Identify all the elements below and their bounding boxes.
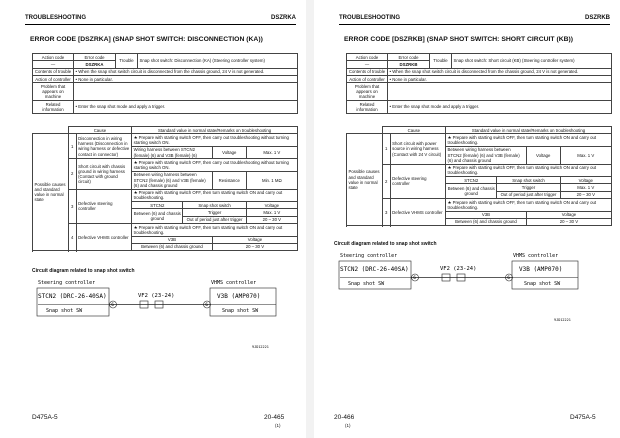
problem-text — [74, 83, 298, 101]
cause-name: Defective VHMS controller — [76, 224, 132, 251]
contents-text: • When the snap shot switch circuit is disconnected from the chassis ground, 24 V is not generated. — [74, 68, 298, 75]
header-code: DSZRKB — [585, 15, 610, 21]
steering-label: Steering controller — [340, 253, 398, 259]
error-info-table — [346, 53, 612, 114]
right-page — [314, 0, 620, 438]
related-text: • Enter the snap shot mode and apply a trigger. — [388, 101, 612, 114]
side-label: Possible causes and standard value in normal state — [347, 134, 383, 226]
cause-number: 1 — [382, 134, 390, 164]
circuit-diagram — [332, 252, 587, 327]
trouble-text: Snap shot switch: Disconnection (KA) (Steering controller system) — [138, 54, 298, 69]
related-label: Related information — [33, 101, 74, 114]
check-value: Max. 1 V — [560, 146, 611, 164]
check-value: 20 – 30 V — [560, 191, 611, 198]
check-condition: Trigger — [497, 184, 560, 191]
page-header — [339, 15, 610, 25]
switch-label: Snap shot SW — [524, 281, 561, 287]
page-title: ERROR CODE [DSZRKA] (SNAP SHOT SWITCH: DISCONNECTION (KA)) — [30, 36, 263, 43]
switch-label: Snap shot SW — [46, 308, 83, 314]
cause-note: ★ Prepare with starting switch OFF, then carry out troubleshooting without turning starting switch ON. — [132, 134, 298, 147]
check-mode: Resistance — [212, 171, 246, 189]
vf2-label: VF2 (23-24) — [440, 266, 477, 272]
check-value: 20 – 30 V — [246, 216, 297, 223]
col-header: Voltage — [560, 177, 611, 184]
col-header: Voltage — [212, 236, 297, 243]
header-code: DSZRKA — [271, 15, 296, 21]
cause-note: ★ Prepare with starting switch OFF, then turn starting switch ON and carry out troubleshooting. — [446, 134, 612, 147]
book-spine — [306, 0, 314, 438]
action-text: • None in particular. — [74, 76, 298, 83]
col-header: STCN2 — [132, 202, 183, 209]
vhms-label: VHMS controller — [211, 280, 257, 286]
vf2-label: VF2 (23-24) — [138, 293, 175, 299]
v3b-label: V3B (AMP070) — [217, 293, 261, 300]
cause-note: ★ Prepare with starting switch OFF, then turn starting switch ON and carry out troubleshooting. — [446, 164, 612, 177]
footer-sub: (1) — [345, 423, 351, 428]
check-mode: Voltage — [212, 146, 246, 159]
check-description: Wiring harness between STCN2 (female) (6) and V3B (female) (6) — [132, 146, 213, 159]
cause-note: ★ Prepare with starting switch OFF, then turn starting switch ON and carry out troubleshooting. — [132, 189, 298, 202]
cause-number: 3 — [68, 189, 76, 224]
pin-number: 6 — [205, 303, 208, 309]
check-condition: Out of period just after trigger — [497, 191, 560, 198]
footer-sub: (1) — [275, 423, 281, 428]
action-label: Action of controller — [33, 76, 74, 83]
cause-note: ★ Prepare with starting switch OFF, then turn starting switch ON and carry out troubleshooting. — [446, 199, 612, 212]
check-mode: Voltage — [526, 146, 560, 164]
check-value: Min. 1 MΩ — [246, 171, 297, 189]
left-page — [0, 0, 306, 438]
footer-page: 20-465 — [264, 414, 285, 421]
footer-model: D475A-5 — [570, 414, 596, 421]
error-code-value: DSZRKB — [388, 61, 430, 68]
causes-table — [32, 126, 298, 251]
problem-label: Problem that appears on machine — [33, 83, 74, 101]
std-header: Standard value in normal state/Remarks on troubleshooting — [446, 127, 612, 134]
check-condition: Out of period just after trigger — [183, 216, 246, 223]
causes-table — [346, 126, 612, 226]
contents-label: Contents of trouble — [33, 68, 74, 75]
stcn2-label: STCN2 (DRC-26-40SA) — [38, 293, 107, 300]
check-description: Between (6) and chassis ground — [446, 218, 527, 225]
cause-number: 2 — [68, 159, 76, 189]
v3b-label: V3B (AMP070) — [519, 266, 563, 273]
check-value: Max. 1 V — [560, 184, 611, 191]
page-title: ERROR CODE [DSZRKB] (SNAP SHOT SWITCH: SHORT CIRCUIT (KB)) — [344, 36, 574, 43]
action-text: • None in particular. — [388, 76, 612, 83]
switch-label: Snap shot SW — [348, 281, 385, 287]
problem-text — [388, 83, 612, 101]
header-section: TROUBLESHOOTING — [339, 15, 400, 21]
check-description: Between wiring harness between STCN2 (female) (6) and V3B (female) (6) and chassis ground — [132, 171, 213, 189]
figure-ref: 9JD12221 — [554, 318, 571, 322]
check-description: Between (6) and chassis ground — [132, 209, 183, 224]
pin-number: 6 — [507, 276, 510, 282]
col-header: STCN2 — [446, 177, 497, 184]
cause-number: 4 — [68, 224, 76, 251]
pin-number: 6 — [111, 303, 114, 309]
col-header: Voltage — [246, 202, 297, 209]
page-header — [25, 15, 296, 25]
error-code-value: DSZRKA — [74, 61, 116, 68]
col-header: Snap shot switch — [183, 202, 246, 209]
circuit-title: Circuit diagram related to snap shot switch — [32, 268, 135, 274]
pin-number: 6 — [413, 276, 416, 282]
error-info-table — [32, 53, 298, 114]
action-label: Action of controller — [347, 76, 388, 83]
related-text: • Enter the snap shot mode and apply a trigger. — [74, 101, 298, 114]
contents-text: • When the snap shot switch circuit is disconnected from the chassis ground, 24 V is not generated. — [388, 68, 612, 75]
col-header: V3B — [446, 211, 527, 218]
check-condition: Trigger — [183, 209, 246, 216]
figure-ref: 9JD12221 — [252, 345, 269, 349]
footer-page: 20-466 — [334, 414, 355, 421]
cause-name: Defective steering controller — [390, 164, 445, 199]
check-description: Between (6) and chassis ground — [446, 184, 497, 199]
cause-note: ★ Prepare with starting switch OFF, then carry out troubleshooting without turning starting switch ON. — [132, 159, 298, 172]
circuit-title: Circuit diagram related to snap shot switch — [334, 241, 437, 247]
cause-note: ★ Prepare with starting switch OFF, then turn starting switch ON and carry out troubleshooting. — [132, 224, 298, 237]
circuit-diagram — [30, 279, 285, 354]
check-value: 20 – 30 V — [526, 218, 611, 225]
cause-number: 2 — [382, 164, 390, 199]
trouble-text: Snap shot switch: Short circuit (KB) (Steering controller system) — [452, 54, 612, 69]
cause-number: 3 — [382, 199, 390, 226]
footer-model: D475A-5 — [32, 414, 58, 421]
steering-label: Steering controller — [38, 280, 96, 286]
error-code-label: Error code — [388, 54, 430, 61]
cause-name: Defective steering controller — [76, 189, 132, 224]
vhms-label: VHMS controller — [513, 253, 559, 259]
trouble-label: Trouble — [116, 54, 138, 69]
contents-label: Contents of trouble — [347, 68, 388, 75]
cause-number: 1 — [68, 134, 76, 159]
error-code-label: Error code — [74, 54, 116, 61]
problem-label: Problem that appears on machine — [347, 83, 388, 101]
check-description: Between (6) and chassis ground — [132, 243, 213, 250]
cause-header: Cause — [68, 127, 131, 134]
check-value: Max. 1 V — [246, 209, 297, 216]
check-description: Between wiring harness between STCN2 (female) (6) and V3B (female) (6) and chassis ground — [446, 146, 527, 164]
check-value: 20 – 30 V — [212, 243, 297, 250]
action-code-label: Action code — [33, 54, 74, 61]
check-value: Max. 1 V — [246, 146, 297, 159]
cause-name: Short circuit with chassis ground in wiring harness (Contact with ground circuit) — [76, 159, 132, 189]
std-header: Standard value in normal state/Remarks on troubleshooting — [132, 127, 298, 134]
action-code-value: — — [33, 61, 74, 68]
header-section: TROUBLESHOOTING — [25, 15, 86, 21]
related-label: Related information — [347, 101, 388, 114]
col-header: Voltage — [526, 211, 611, 218]
cause-name: Defective VHMS controller — [390, 199, 445, 226]
cause-name: Short circuit with power source in wiring harness (Contact with 24 V circuit) — [390, 134, 445, 164]
stcn2-label: STCN2 (DRC-26-40SA) — [340, 266, 409, 273]
switch-label: Snap shot SW — [222, 308, 259, 314]
trouble-label: Trouble — [430, 54, 452, 69]
action-code-label: Action code — [347, 54, 388, 61]
col-header: V3B — [132, 236, 213, 243]
cause-header: Cause — [382, 127, 445, 134]
col-header: Snap shot switch — [497, 177, 560, 184]
side-label: Possible causes and standard value in normal state — [33, 134, 69, 251]
cause-name: Disconnection in wiring harness (Disconnection in wiring harness or defective contact in connector) — [76, 134, 132, 159]
action-code-value: — — [347, 61, 388, 68]
